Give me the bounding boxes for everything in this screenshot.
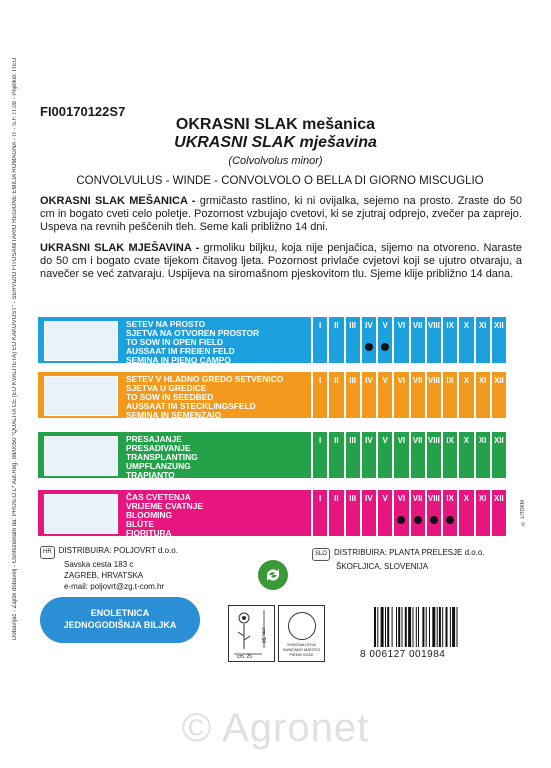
month-label: IX: [446, 494, 454, 503]
month-label: X: [463, 321, 470, 330]
month-cell: [376, 432, 392, 478]
plant-width-label: cm. 25: [237, 654, 253, 660]
band-label-line: SETEV V HLADNO GREDO SETVENICO: [126, 374, 284, 384]
month-label: VII: [412, 494, 423, 503]
month-label: IV: [365, 436, 373, 445]
band-label-line: PRESAJANJE: [126, 434, 182, 444]
month-label: VII: [412, 321, 423, 330]
title-block: [0, 116, 551, 167]
month-cell: [474, 372, 490, 418]
barcode-number: 8 006127 001984: [360, 649, 446, 660]
distributor-slovenia-label: DISTRIBUIRA: PLANTA PRELESJE d.o.o.: [334, 548, 485, 557]
description-croatian: [40, 242, 522, 282]
month-label: XII: [493, 436, 504, 445]
annual-label-hr: JEDNOGODIŠNJA BILJKA: [63, 620, 177, 630]
band-label-line: SEMINA IN SEMENZAIO: [126, 409, 222, 420]
month-cell: [376, 490, 392, 536]
month-cell: [311, 317, 327, 363]
month-cell: [441, 372, 457, 418]
barcode-bar: [381, 607, 384, 647]
description-croatian-head: UKRASNI SLAK MJEŠAVINA -: [40, 242, 200, 254]
month-label: VIII: [427, 494, 440, 503]
month-grid: [311, 490, 506, 536]
month-cell: [457, 490, 473, 536]
month-label: X: [463, 436, 470, 445]
band-label-line: BLÜTE: [126, 518, 154, 529]
barcode-bar: [439, 607, 441, 647]
band-label-line: PRESADIVANJE: [126, 442, 191, 453]
barcode-bar: [442, 607, 443, 647]
barcode-bar: [396, 607, 397, 647]
month-label: XI: [478, 494, 487, 503]
barcode-bars: [372, 607, 492, 647]
band-illustration: [44, 494, 118, 534]
barcode-bar: [398, 607, 400, 647]
month-cell: [425, 372, 441, 418]
band-label-line: TRAPIANTO: [126, 469, 175, 480]
month-dot: [397, 516, 405, 524]
band-label-line: VRIJEME CVATNJE: [126, 500, 203, 511]
month-cell: [409, 490, 425, 536]
band-labels: [126, 435, 198, 480]
country-tag-hr: HR: [40, 546, 55, 559]
month-cell: [457, 372, 473, 418]
month-label: XII: [493, 494, 504, 503]
month-label: I: [319, 321, 322, 330]
month-label: IV: [365, 376, 373, 385]
month-label: IX: [446, 436, 454, 445]
side-legal-text: Dobavljač - Zajisk dobavelj - Confezionato da: PROS.O.L* Aut.Reg. 08/0050 "QUALITA CE (EU KVALITETA) EU KAKOVOST" - SERVIZIO FITOSANITARIO REGIONE EMILIA ROMAGNA - IT - S.F. IT.09 - Pnjelkio: ITEU: [12, 57, 18, 640]
month-label: V: [382, 376, 388, 385]
month-cell: [490, 432, 506, 478]
month-dot: [446, 516, 454, 524]
month-cell: [441, 317, 457, 363]
month-cell: [474, 490, 490, 536]
month-cell: [490, 317, 506, 363]
band-illustration: [44, 321, 118, 361]
month-label: II: [334, 321, 339, 330]
month-cell: [490, 490, 506, 536]
month-dot: [365, 343, 373, 351]
month-dot: [430, 516, 438, 524]
month-cell: [474, 317, 490, 363]
month-cell: [425, 490, 441, 536]
band-label-line: TRANSPLANTING: [126, 451, 198, 462]
month-label: V: [382, 494, 388, 503]
month-label: X: [463, 494, 470, 503]
month-cell: [409, 317, 425, 363]
barcode-bar: [446, 607, 448, 647]
barcode-bar: [387, 607, 389, 647]
month-label: I: [319, 436, 322, 445]
month-label: VI: [397, 436, 406, 445]
month-label: VIII: [427, 436, 440, 445]
month-cell: [425, 432, 441, 478]
month-label: VI: [397, 494, 406, 503]
month-cell: [360, 317, 376, 363]
month-cell: [344, 432, 360, 478]
calendar-band: [38, 317, 506, 363]
barcode-bar: [416, 607, 417, 647]
month-label: II: [334, 494, 339, 503]
barcode-bar: [432, 607, 435, 647]
band-illustration: [44, 436, 118, 476]
month-cell: [425, 317, 441, 363]
band-label-line: AUSSAAT IM FREIEN FELD: [126, 345, 235, 356]
month-label: III: [349, 436, 356, 445]
barcode-bar: [413, 607, 414, 647]
month-cell: [474, 432, 490, 478]
month-label: XI: [478, 436, 487, 445]
month-cell: [392, 432, 408, 478]
band-label-line: AUSSAAT IM STECKLINGSFELD: [126, 400, 256, 411]
band-label-line: TO SOW IN SEEDBED: [126, 391, 214, 402]
barcode-bar: [374, 607, 376, 647]
description-slovenian-body: grmičasto rastlino, ki ni ovijalka, sejemo na prosto. Zraste do 50 cm in bogato cveti celo poletje. Pozornost vzbujajo cvetovi, ki se zjutraj odprejo, zvečer pa zaprejo. Uspeva na revnih peščenih tleh. Seme kali približno 14 dni.: [40, 195, 522, 234]
distributor-croatia-street: Savska cesta 183 c: [64, 560, 134, 569]
sun-icon: [288, 612, 316, 640]
month-label: XI: [478, 376, 487, 385]
month-label: XII: [493, 376, 504, 385]
barcode-bar: [392, 607, 393, 647]
band-label-line: ČAS CVETENJA: [126, 492, 191, 502]
band-labels: [126, 375, 283, 420]
month-cell: [441, 490, 457, 536]
band-labels: [126, 493, 203, 538]
band-illustration: [44, 376, 118, 416]
month-label: XI: [478, 321, 487, 330]
month-label: IV: [365, 494, 373, 503]
calendar-band: [38, 490, 506, 536]
month-cell: [457, 432, 473, 478]
month-dot: [414, 516, 422, 524]
month-cell: [392, 317, 408, 363]
month-cell: [490, 372, 506, 418]
month-cell: [344, 372, 360, 418]
barcode: [372, 607, 492, 647]
month-grid: [311, 372, 506, 418]
barcode-bar: [377, 607, 378, 647]
barcode-bar: [437, 607, 438, 647]
month-cell: [409, 432, 425, 478]
band-label-line: SEMINA IN PIENO CAMPO: [126, 354, 231, 365]
month-label: IV: [365, 321, 373, 330]
month-cell: [409, 372, 425, 418]
distributor-slovenia-city: ŠKOFLJICA, SLOVENIJA: [336, 562, 429, 571]
barcode-bar: [385, 607, 386, 647]
month-cell: [327, 490, 343, 536]
month-cell: [360, 372, 376, 418]
sun-exposure-box: [278, 605, 325, 662]
barcode-bar: [429, 607, 430, 647]
month-cell: [327, 432, 343, 478]
month-cell: [360, 490, 376, 536]
band-label-line: SJETVA U GREDICE: [126, 382, 207, 393]
brand-watermark: © Agronet: [181, 706, 370, 750]
band-label-line: FIORITURA: [126, 527, 172, 538]
plant-height-label: cm. 50: [260, 628, 266, 644]
band-label-line: BLOOMING: [126, 509, 173, 520]
month-cell: [344, 490, 360, 536]
month-label: V: [382, 321, 388, 330]
month-cell: [327, 372, 343, 418]
month-label: III: [349, 376, 356, 385]
plant-size-box: [228, 605, 275, 662]
month-cell: [392, 372, 408, 418]
title-croatian: UKRASNI SLAK mješavina: [174, 134, 377, 151]
month-cell: [457, 317, 473, 363]
calendar-band: [38, 372, 506, 418]
month-label: VI: [397, 376, 406, 385]
month-cell: [360, 432, 376, 478]
band-label-line: UMPFLANZUNG: [126, 460, 191, 471]
month-cell: [327, 317, 343, 363]
month-label: VIII: [427, 376, 440, 385]
product-code: FI00170122S7: [40, 104, 126, 119]
barcode-bar: [457, 607, 458, 647]
distributor-croatia: [40, 545, 178, 592]
month-label: VII: [412, 376, 423, 385]
month-cell: [344, 317, 360, 363]
title-slovenian: OKRASNI SLAK mešanica: [175, 116, 376, 133]
month-label: VIII: [427, 321, 440, 330]
barcode-bar: [452, 607, 455, 647]
distributor-slovenia: [312, 547, 485, 572]
band-label-line: TO SOW IN OPEN FIELD: [126, 336, 224, 347]
distributor-croatia-label: DISTRIBUIRA: POLJOVRT d.o.o.: [58, 546, 178, 555]
barcode-bar: [418, 607, 419, 647]
month-label: III: [349, 321, 356, 330]
barcode-bar: [422, 607, 424, 647]
side-print-code: © LITOKM: [520, 500, 526, 526]
month-label: I: [319, 494, 322, 503]
barcode-bar: [450, 607, 451, 647]
month-label: II: [334, 436, 339, 445]
distributor-croatia-email: e-mail: poljovrt@zg.t-com.hr: [64, 582, 165, 591]
band-labels: [126, 320, 259, 365]
green-dot-recycling-icon: [258, 560, 288, 590]
month-label: V: [382, 436, 388, 445]
latin-name: (Colvolvolus minor): [228, 155, 323, 167]
month-label: I: [319, 376, 322, 385]
month-cell: [392, 490, 408, 536]
month-cell: [311, 432, 327, 478]
barcode-bar: [405, 607, 407, 647]
annual-label-sl: ENOLETNICA: [90, 608, 150, 618]
description-croatian-body: grmoliku biljku, koja nije penjačica, sijemo na otvoreno. Naraste do 50 cm i bogato cvate tijekom čitavog ljeta. Pozornost privlače cvjetovi koji se ujutro otvaraju, a navečer se već zatvaraju. Uspijeva na siromašnom pjeskovitom tlu. Sjeme klije približno 14 dana.: [40, 242, 523, 281]
distributor-croatia-city: ZAGREB, HRVATSKA: [64, 571, 144, 580]
band-label-line: SETEV NA PROSTO: [126, 319, 206, 329]
description-slovenian-head: OKRASNI SLAK MEŠANICA -: [40, 195, 196, 207]
month-label: VII: [412, 436, 423, 445]
month-label: II: [334, 376, 339, 385]
barcode-bar: [402, 607, 403, 647]
month-label: XII: [493, 321, 504, 330]
month-label: III: [349, 494, 356, 503]
description-slovenian: [40, 195, 522, 235]
month-label: X: [463, 376, 470, 385]
month-cell: [376, 317, 392, 363]
month-label: IX: [446, 321, 454, 330]
calendar-band: [38, 432, 506, 478]
month-label: IX: [446, 376, 454, 385]
barcode-bar: [408, 607, 411, 647]
plant-size-icon: [229, 606, 274, 661]
month-dot: [381, 343, 389, 351]
month-cell: [311, 372, 327, 418]
sun-exposure-label: SONČNA LEGA SUNČANO MJESTO PIENO SOLE: [282, 642, 321, 657]
month-cell: [376, 372, 392, 418]
month-grid: [311, 317, 506, 363]
annual-plant-badge: [40, 597, 200, 643]
country-tag-slo: SLO: [312, 548, 330, 561]
month-label: VI: [397, 321, 406, 330]
band-label-line: SJETVA NA OTVOREN PROSTOR: [126, 327, 260, 338]
month-cell: [311, 490, 327, 536]
month-cell: [441, 432, 457, 478]
common-names: CONVOLVULUS - WINDE - CONVOLVOLO O BELLA DI GIORNO MISCUGLIO: [76, 175, 484, 187]
month-grid: [311, 432, 506, 478]
barcode-bar: [426, 607, 427, 647]
